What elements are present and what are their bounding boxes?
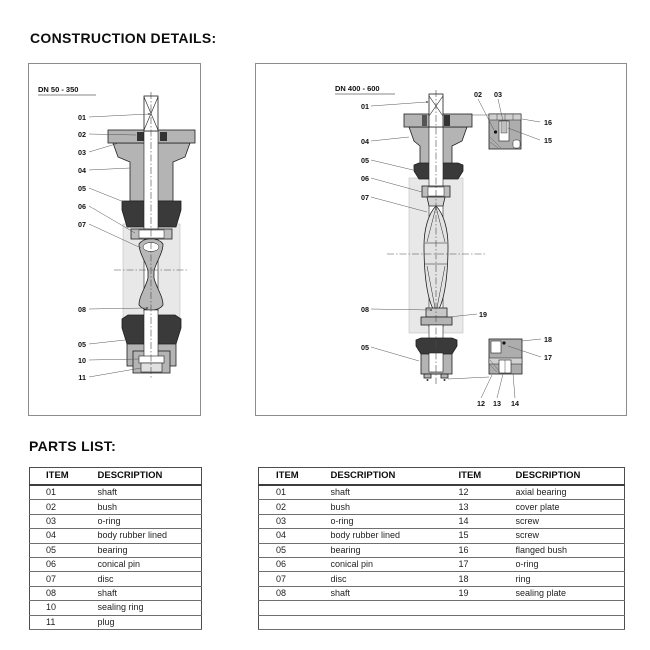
construction-details-title: CONSTRUCTION DETAILS: bbox=[30, 30, 217, 46]
callout-19: 19 bbox=[479, 310, 487, 319]
table-cell: bearing bbox=[331, 543, 459, 557]
table-row bbox=[30, 586, 202, 600]
callout-18: 18 bbox=[544, 335, 552, 344]
table-cell bbox=[516, 615, 625, 629]
table-cell: shaft bbox=[331, 586, 459, 600]
table-cell: 05 bbox=[30, 543, 98, 557]
column-header: ITEM bbox=[30, 468, 98, 486]
callout-06: 06 bbox=[361, 174, 369, 183]
column-header: DESCRIPTION bbox=[98, 468, 202, 486]
table-row bbox=[259, 615, 625, 629]
table-cell: 02 bbox=[259, 500, 331, 514]
table-header-row bbox=[30, 468, 202, 486]
table-row bbox=[259, 543, 625, 557]
table-cell: conical pin bbox=[331, 557, 459, 571]
detail-bottom-bearing bbox=[448, 339, 522, 379]
callout-06: 06 bbox=[78, 202, 86, 211]
column-header: DESCRIPTION bbox=[516, 468, 625, 486]
column-header: ITEM bbox=[459, 468, 516, 486]
callout-08: 08 bbox=[361, 305, 369, 314]
table-cell: sealing ring bbox=[98, 601, 202, 615]
callout-16: 16 bbox=[544, 118, 552, 127]
callout-14: 14 bbox=[511, 399, 519, 408]
table-row bbox=[259, 529, 625, 543]
table-cell: 13 bbox=[459, 500, 516, 514]
table-cell: 04 bbox=[259, 529, 331, 543]
table-row bbox=[259, 514, 625, 528]
table-cell: 16 bbox=[459, 543, 516, 557]
callout-10: 10 bbox=[78, 356, 86, 365]
table-cell bbox=[259, 615, 331, 629]
table-cell: shaft bbox=[98, 586, 202, 600]
table-cell: axial bearing bbox=[516, 485, 625, 500]
table-cell bbox=[331, 601, 459, 615]
table-row bbox=[30, 500, 202, 514]
parts-table-dn50-350 bbox=[29, 467, 202, 630]
callout-17: 17 bbox=[544, 353, 552, 362]
table-cell: screw bbox=[516, 529, 625, 543]
table-cell: plug bbox=[98, 615, 202, 629]
table-cell: screw bbox=[516, 514, 625, 528]
table-header-row bbox=[259, 468, 625, 486]
table-cell: 06 bbox=[259, 557, 331, 571]
table-cell: 03 bbox=[259, 514, 331, 528]
table-cell: 12 bbox=[459, 485, 516, 500]
table-cell: bush bbox=[98, 500, 202, 514]
table-cell: 10 bbox=[30, 601, 98, 615]
table-row bbox=[259, 485, 625, 500]
table-cell: 08 bbox=[30, 586, 98, 600]
table-cell bbox=[516, 601, 625, 615]
callout-13: 13 bbox=[493, 399, 501, 408]
callout-05: 05 bbox=[78, 184, 86, 193]
table-cell: ring bbox=[516, 572, 625, 586]
callout-01: 01 bbox=[78, 113, 86, 122]
table-cell bbox=[259, 601, 331, 615]
valve-cross-section bbox=[387, 90, 486, 384]
table-row bbox=[30, 557, 202, 571]
diagram-box-dn50-350 bbox=[28, 63, 201, 416]
callout-02: 02 bbox=[78, 130, 86, 139]
table-cell bbox=[331, 615, 459, 629]
table-cell: 01 bbox=[259, 485, 331, 500]
table-cell: disc bbox=[331, 572, 459, 586]
column-header: DESCRIPTION bbox=[331, 468, 459, 486]
callout-05b: 05 bbox=[78, 340, 86, 349]
table-cell: bearing bbox=[98, 543, 202, 557]
table-row bbox=[30, 543, 202, 557]
callout-03: 03 bbox=[78, 148, 86, 157]
table-row bbox=[30, 601, 202, 615]
table-cell: 01 bbox=[30, 485, 98, 500]
table-row bbox=[259, 572, 625, 586]
table-cell: o-ring bbox=[331, 514, 459, 528]
dn-range-label: DN 400 - 600 bbox=[335, 84, 380, 93]
table-row bbox=[259, 500, 625, 514]
table-cell: 02 bbox=[30, 500, 98, 514]
table-cell: 11 bbox=[30, 615, 98, 629]
table-cell: 14 bbox=[459, 514, 516, 528]
table-row bbox=[259, 601, 625, 615]
callout-02: 02 bbox=[474, 90, 482, 99]
callout-11: 11 bbox=[78, 373, 86, 382]
table-cell: disc bbox=[98, 572, 202, 586]
table-cell: body rubber lined bbox=[331, 529, 459, 543]
table-cell: bush bbox=[331, 500, 459, 514]
table-cell: 17 bbox=[459, 557, 516, 571]
table-cell: 15 bbox=[459, 529, 516, 543]
table-cell: body rubber lined bbox=[98, 529, 202, 543]
dn-range-label: DN 50 - 350 bbox=[38, 85, 79, 94]
table-cell: 05 bbox=[259, 543, 331, 557]
column-header: ITEM bbox=[259, 468, 331, 486]
table-row bbox=[30, 615, 202, 629]
callout-05b: 05 bbox=[361, 343, 369, 352]
callout-15: 15 bbox=[544, 136, 552, 145]
table-cell: 19 bbox=[459, 586, 516, 600]
callout-12: 12 bbox=[477, 399, 485, 408]
valve-drawing-dn400-600 bbox=[256, 64, 626, 415]
table-cell bbox=[459, 601, 516, 615]
table-row bbox=[30, 529, 202, 543]
callout-03: 03 bbox=[494, 90, 502, 99]
table-cell: 07 bbox=[259, 572, 331, 586]
callout-08: 08 bbox=[78, 305, 86, 314]
table-cell: 08 bbox=[259, 586, 331, 600]
callout-labels bbox=[78, 113, 86, 382]
callout-05: 05 bbox=[361, 156, 369, 165]
detail-top-bearing bbox=[472, 114, 521, 149]
table-cell: 06 bbox=[30, 557, 98, 571]
table-cell: 03 bbox=[30, 514, 98, 528]
table-cell: 18 bbox=[459, 572, 516, 586]
table-row bbox=[30, 514, 202, 528]
table-cell: o-ring bbox=[516, 557, 625, 571]
table-cell: sealing plate bbox=[516, 586, 625, 600]
table-cell: shaft bbox=[331, 485, 459, 500]
callout-07: 07 bbox=[78, 220, 86, 229]
table-cell: 07 bbox=[30, 572, 98, 586]
callout-04: 04 bbox=[78, 166, 86, 175]
parts-list-title: PARTS LIST: bbox=[29, 438, 117, 454]
table-cell: conical pin bbox=[98, 557, 202, 571]
callout-01: 01 bbox=[361, 102, 369, 111]
callout-07: 07 bbox=[361, 193, 369, 202]
table-cell: cover plate bbox=[516, 500, 625, 514]
table-row bbox=[30, 572, 202, 586]
valve-drawing-dn50-350 bbox=[29, 64, 200, 415]
table-cell: flanged bush bbox=[516, 543, 625, 557]
callout-04: 04 bbox=[361, 137, 369, 146]
table-cell: shaft bbox=[98, 485, 202, 500]
parts-table-dn400-600 bbox=[258, 467, 625, 630]
table-row bbox=[259, 557, 625, 571]
table-row bbox=[259, 586, 625, 600]
table-cell bbox=[459, 615, 516, 629]
table-cell: o-ring bbox=[98, 514, 202, 528]
table-cell: 04 bbox=[30, 529, 98, 543]
diagram-box-dn400-600 bbox=[255, 63, 627, 416]
table-row bbox=[30, 485, 202, 500]
